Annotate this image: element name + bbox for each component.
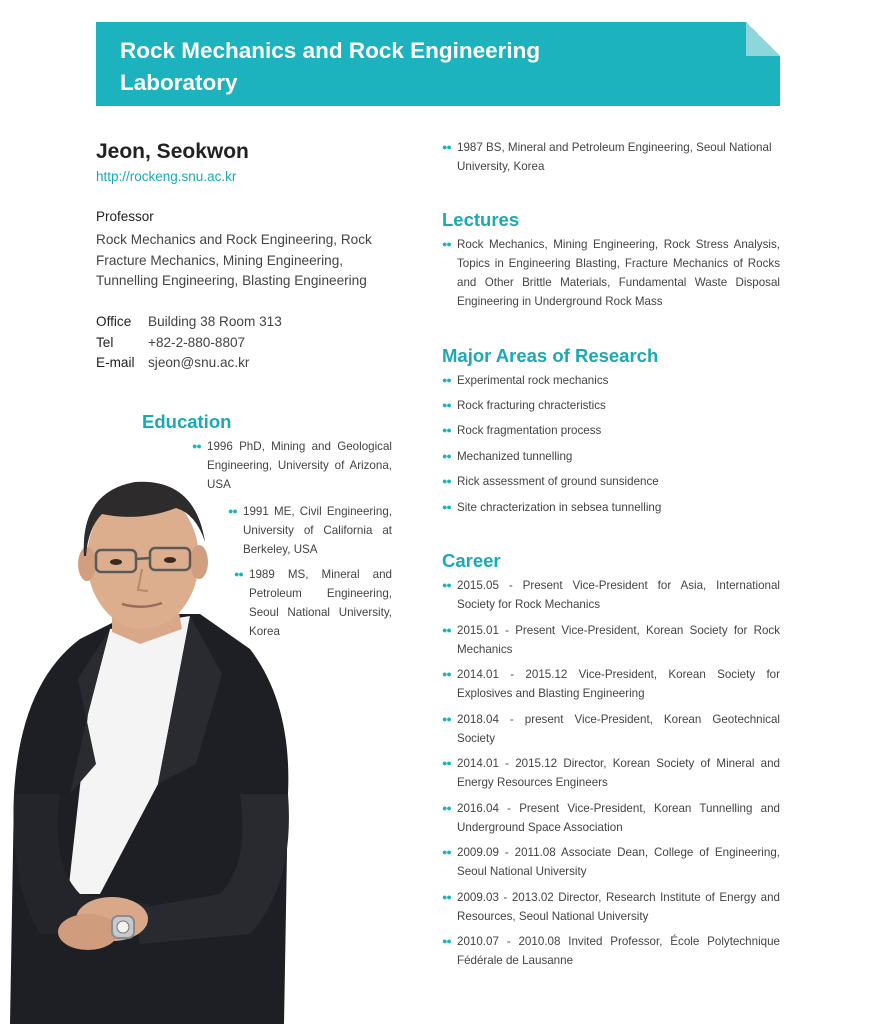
research-heading: Major Areas of Research <box>442 345 659 366</box>
career-item: ●● 2014.01 - 2015.12 Director, Korean Society of Mineral and Energy Resources Engineers <box>442 754 780 792</box>
research-item: ●● Experimental rock mechanics <box>442 371 780 390</box>
bullet-icon: ●● <box>442 847 451 857</box>
bullet-icon: ●● <box>442 758 451 768</box>
bullet-icon: ●● <box>442 625 451 635</box>
bullet-icon: ●● <box>442 142 451 152</box>
profile-name: Jeon, Seokwon <box>96 140 249 163</box>
contact-label: Office <box>96 314 132 329</box>
contact-email-link[interactable]: sjeon@snu.ac.kr <box>148 355 250 370</box>
contact-office <box>96 312 282 333</box>
contact-value: +82-2-880-8807 <box>148 334 246 350</box>
education-item: ●● 1987 BS, Mineral and Petroleum Engineering, Seoul National University, Korea <box>442 138 780 176</box>
profile-research-summary: Rock Mechanics and Rock Engineering, Rock Fracture Mechanics, Mining Engineering, Tunnelling Engineering, Blasting Engineering <box>96 232 372 288</box>
contact-tel <box>96 333 282 354</box>
bullet-icon: ●● <box>442 451 451 461</box>
research-item: ●● Mechanized tunnelling <box>442 447 780 466</box>
contact-label: Tel <box>96 334 114 350</box>
profile-photo <box>0 464 300 1024</box>
contact-label: E-mail <box>96 355 135 370</box>
career-heading: Career <box>442 550 501 571</box>
lectures-heading: Lectures <box>442 209 520 230</box>
career-item: ●● 2018.04 - present Vice-President, Korean Geotechnical Society <box>442 710 780 748</box>
education-item: ●● 1989 MS, Mineral and Petroleum Engineering, Seoul National University, Korea <box>234 565 392 641</box>
header-banner <box>96 22 780 106</box>
bullet-icon: ●● <box>442 714 451 724</box>
contact-value: Building 38 Room 313 <box>148 314 282 329</box>
bullet-icon: ●● <box>442 669 451 679</box>
career-item: ●● 2009.09 - 2011.08 Associate Dean, College of Engineering, Seoul National University <box>442 843 780 881</box>
bullet-icon: ●● <box>442 425 451 435</box>
research-item: ●● Rock fracturing chracteristics <box>442 396 780 415</box>
education-item: ●● 1991 ME, Civil Engineering, University of California at Berkeley, USA <box>228 502 392 559</box>
bullet-icon: ●● <box>442 803 451 813</box>
folded-corner <box>746 22 780 56</box>
bullet-icon: ●● <box>442 936 451 946</box>
research-item: ●● Rock fragmentation process <box>442 421 780 440</box>
career-item: ●● 2015.05 - Present Vice-President for Asia, International Society for Rock Mechanics <box>442 576 780 614</box>
education-item: ●● 1996 PhD, Mining and Geological Engineering, University of Arizona, USA <box>192 437 392 494</box>
career-item: ●● 2014.01 - 2015.12 Vice-President, Korean Society for Explosives and Blasting Engineering <box>442 665 780 703</box>
lectures-item: ●● Rock Mechanics, Mining Engineering, Rock Stress Analysis, Topics in Engineering Blasting, Fracture Mechanics of Rocks and Other Brittle Materials, Fundamental Waste Disposal Engineering in Underground Rock Mass <box>442 235 780 311</box>
career-item: ●● 2010.07 - 2010.08 Invited Professor, École Polytechnique Fédérale de Lausanne <box>442 932 780 970</box>
bullet-icon: ●● <box>442 239 451 249</box>
bullet-icon: ●● <box>228 506 237 516</box>
career-item: ●● 2015.01 - Present Vice-President, Korean Society for Rock Mechanics <box>442 621 780 659</box>
page-title: Rock Mechanics and Rock Engineering Laboratory <box>120 38 541 95</box>
profile-url-link[interactable]: http://rockeng.snu.ac.kr <box>96 169 237 184</box>
bullet-icon: ●● <box>442 400 451 410</box>
contact-info <box>96 312 282 374</box>
bullet-icon: ●● <box>192 441 201 451</box>
bullet-icon: ●● <box>442 476 451 486</box>
research-item: ●● Rick assessment of ground sunsidence <box>442 472 780 491</box>
education-heading: Education <box>142 411 232 432</box>
bullet-icon: ●● <box>442 502 451 512</box>
career-item: ●● 2009.03 - 2013.02 Director, Research Institute of Energy and Resources, Seoul National University <box>442 888 780 926</box>
career-item: ●● 2016.04 - Present Vice-President, Korean Tunnelling and Underground Space Association <box>442 799 780 837</box>
bullet-icon: ●● <box>442 580 451 590</box>
bullet-icon: ●● <box>442 892 451 902</box>
research-item: ●● Site chracterization in sebsea tunnelling <box>442 498 780 517</box>
profile-position: Professor <box>96 209 154 224</box>
bullet-icon: ●● <box>234 569 243 579</box>
contact-email <box>96 353 282 374</box>
bullet-icon: ●● <box>442 375 451 385</box>
